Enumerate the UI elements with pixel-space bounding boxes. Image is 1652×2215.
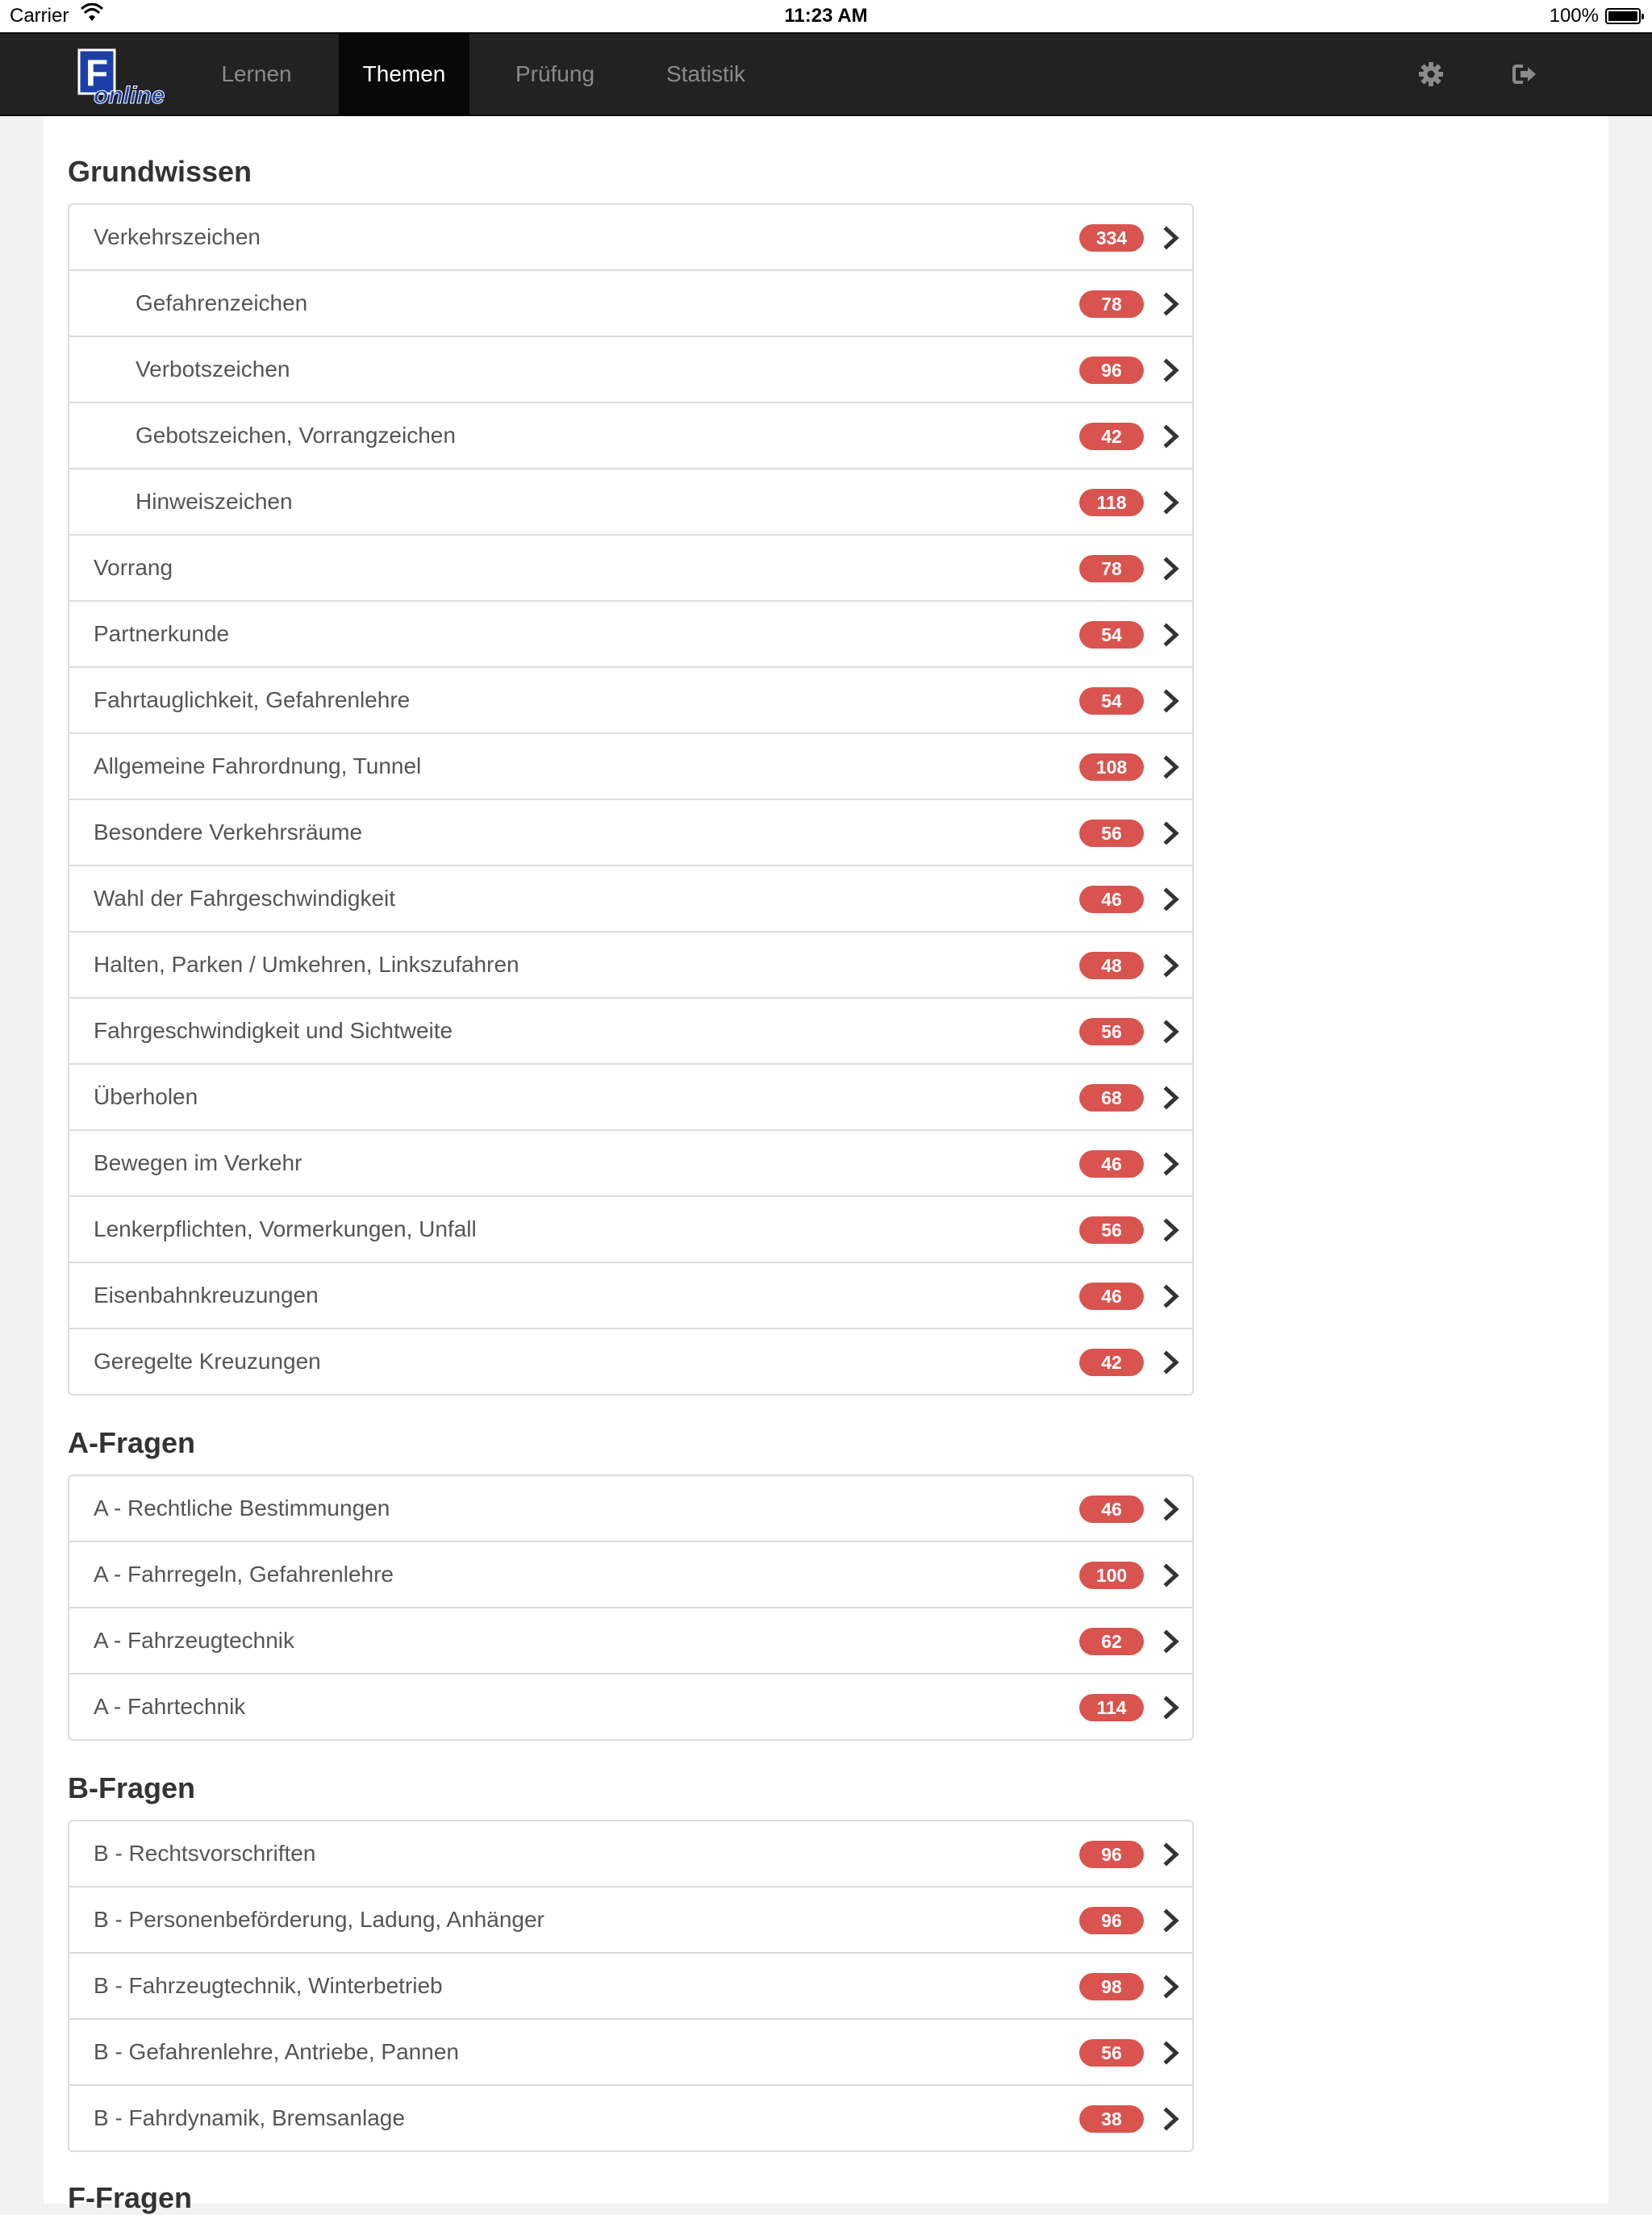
list-item[interactable] xyxy=(69,1675,1192,1739)
chevron-right-icon[interactable] xyxy=(1162,1152,1183,1176)
topic-list-a-fragen xyxy=(68,1475,1194,1741)
topic-label: Allgemeine Fahrordnung, Tunnel xyxy=(94,753,422,778)
status-time: 11:23 AM xyxy=(784,5,868,27)
list-item[interactable] xyxy=(69,469,1192,536)
question-count-badge: 108 xyxy=(1079,753,1144,781)
chevron-right-icon[interactable] xyxy=(1162,1696,1183,1720)
topic-label: B - Gefahrenlehre, Antriebe, Pannen xyxy=(94,2039,459,2064)
question-count-badge: 96 xyxy=(1079,1907,1144,1934)
list-item[interactable] xyxy=(69,1131,1192,1197)
question-count-badge: 46 xyxy=(1079,886,1144,913)
chevron-right-icon[interactable] xyxy=(1162,1086,1183,1110)
question-count-badge: 46 xyxy=(1079,1283,1144,1310)
list-item[interactable] xyxy=(69,1954,1192,2020)
chevron-right-icon[interactable] xyxy=(1162,2107,1183,2131)
chevron-right-icon[interactable] xyxy=(1162,1563,1183,1587)
chevron-right-icon[interactable] xyxy=(1162,2041,1183,2065)
svg-text:F: F xyxy=(86,52,109,94)
question-count-badge: 68 xyxy=(1079,1084,1144,1112)
section-title-a-fragen: A-Fragen xyxy=(68,1426,196,1459)
chevron-right-icon[interactable] xyxy=(1162,292,1183,316)
list-item[interactable] xyxy=(69,271,1192,337)
topic-label: A - Fahrzeugtechnik xyxy=(94,1628,295,1653)
list-item[interactable] xyxy=(69,866,1192,932)
topic-label: Wahl der Fahrgeschwindigkeit xyxy=(94,886,396,911)
chevron-right-icon[interactable] xyxy=(1162,358,1183,382)
topic-label: Bewegen im Verkehr xyxy=(94,1150,302,1175)
question-count-badge: 38 xyxy=(1079,2105,1144,2133)
list-item[interactable] xyxy=(69,1542,1192,1608)
topic-label: Vorrang xyxy=(94,555,173,580)
question-count-badge: 56 xyxy=(1079,1216,1144,1244)
tab-themen[interactable]: Themen xyxy=(339,34,469,115)
topic-label: Gebotszeichen, Vorrangzeichen xyxy=(136,423,456,448)
topic-label: Fahrgeschwindigkeit und Sichtweite xyxy=(94,1018,453,1043)
list-item[interactable] xyxy=(69,2086,1192,2150)
chevron-right-icon[interactable] xyxy=(1162,1842,1183,1867)
list-item[interactable] xyxy=(69,1888,1192,1954)
list-item[interactable] xyxy=(69,932,1192,999)
question-count-badge: 42 xyxy=(1079,1349,1144,1376)
topic-label: Verkehrszeichen xyxy=(94,224,261,249)
question-count-badge: 54 xyxy=(1079,687,1144,715)
topic-label: B - Fahrdynamik, Bremsanlage xyxy=(94,2105,405,2130)
chevron-right-icon[interactable] xyxy=(1162,821,1183,845)
list-item[interactable] xyxy=(69,1608,1192,1675)
section-title-grundwissen: Grundwissen xyxy=(68,155,252,188)
question-count-badge: 46 xyxy=(1079,1495,1144,1523)
topic-label: A - Rechtliche Bestimmungen xyxy=(94,1495,390,1520)
topic-label: Lenkerpflichten, Vormerkungen, Unfall xyxy=(94,1216,477,1241)
question-count-badge: 78 xyxy=(1079,290,1144,318)
battery-percent: 100% xyxy=(1549,5,1599,27)
topic-label: A - Fahrregeln, Gefahrenlehre xyxy=(94,1562,394,1587)
topic-label: Halten, Parken / Umkehren, Linkszufahren xyxy=(94,952,519,977)
topic-label: B - Rechtsvorschriften xyxy=(94,1841,316,1866)
topic-label: Verbotszeichen xyxy=(136,357,290,382)
tab-pruefung[interactable]: Prüfung xyxy=(515,61,595,86)
question-count-badge: 54 xyxy=(1079,621,1144,649)
logout-icon[interactable] xyxy=(1510,60,1539,89)
chevron-right-icon[interactable] xyxy=(1162,1497,1183,1521)
list-item[interactable] xyxy=(69,734,1192,800)
svg-text:online: online xyxy=(94,82,165,108)
app-logo[interactable] xyxy=(74,47,169,108)
tab-statistik[interactable]: Statistik xyxy=(665,61,746,86)
list-item[interactable] xyxy=(69,800,1192,866)
tab-lernen[interactable]: Lernen xyxy=(221,61,292,86)
carrier-label: Carrier xyxy=(10,5,69,27)
main-content xyxy=(44,116,1608,2214)
section-title-f-fragen: F-Fragen xyxy=(68,2181,193,2214)
battery-icon xyxy=(1605,8,1641,24)
list-item[interactable] xyxy=(69,403,1192,469)
chevron-right-icon[interactable] xyxy=(1162,490,1183,515)
list-item[interactable] xyxy=(69,668,1192,734)
list-item[interactable] xyxy=(69,337,1192,403)
question-count-badge: 114 xyxy=(1079,1694,1144,1721)
question-count-badge: 46 xyxy=(1079,1150,1144,1178)
question-count-badge: 100 xyxy=(1079,1562,1144,1589)
topic-list-b-fragen xyxy=(68,1820,1194,2152)
section-title-b-fragen: B-Fragen xyxy=(68,1771,196,1804)
question-count-badge: 42 xyxy=(1079,423,1144,450)
question-count-badge: 334 xyxy=(1079,224,1144,252)
topic-label: B - Personenbeförderung, Ladung, Anhänger xyxy=(94,1907,544,1932)
list-item[interactable] xyxy=(69,999,1192,1065)
list-item[interactable] xyxy=(69,1197,1192,1263)
chevron-right-icon[interactable] xyxy=(1162,1020,1183,1044)
list-item[interactable] xyxy=(69,536,1192,602)
question-count-badge: 56 xyxy=(1079,2039,1144,2067)
question-count-badge: 96 xyxy=(1079,1841,1144,1868)
topic-label: Hinweiszeichen xyxy=(136,489,293,514)
chevron-right-icon[interactable] xyxy=(1162,887,1183,911)
topic-label: Partnerkunde xyxy=(94,621,230,646)
list-item[interactable] xyxy=(69,1065,1192,1131)
chevron-right-icon[interactable] xyxy=(1162,1284,1183,1308)
topic-label: Eisenbahnkreuzungen xyxy=(94,1283,319,1308)
top-navbar xyxy=(0,32,1652,116)
question-count-badge: 48 xyxy=(1079,952,1144,979)
chevron-right-icon[interactable] xyxy=(1162,755,1183,779)
question-count-badge: 98 xyxy=(1079,1973,1144,2000)
chevron-right-icon[interactable] xyxy=(1162,424,1183,448)
chevron-right-icon[interactable] xyxy=(1162,623,1183,647)
question-count-badge: 62 xyxy=(1079,1628,1144,1655)
question-count-badge: 56 xyxy=(1079,820,1144,847)
chevron-right-icon[interactable] xyxy=(1162,557,1183,581)
list-item[interactable] xyxy=(69,1263,1192,1329)
topic-label: B - Fahrzeugtechnik, Winterbetrieb xyxy=(94,1973,443,1998)
question-count-badge: 78 xyxy=(1079,555,1144,582)
topic-list-grundwissen xyxy=(68,203,1194,1395)
status-bar xyxy=(0,0,1652,32)
chevron-right-icon[interactable] xyxy=(1162,1218,1183,1242)
topic-label: Überholen xyxy=(94,1084,198,1109)
question-count-badge: 56 xyxy=(1079,1018,1144,1045)
chevron-right-icon[interactable] xyxy=(1162,1629,1183,1654)
question-count-badge: 118 xyxy=(1079,489,1144,516)
list-item[interactable] xyxy=(69,1329,1192,1394)
list-item[interactable] xyxy=(69,602,1192,668)
list-item[interactable] xyxy=(69,1821,1192,1888)
gear-icon[interactable] xyxy=(1416,60,1446,89)
topic-label: Gefahrenzeichen xyxy=(136,290,308,315)
list-item[interactable] xyxy=(69,205,1192,271)
chevron-right-icon[interactable] xyxy=(1162,226,1183,250)
topic-label: A - Fahrtechnik xyxy=(94,1694,246,1719)
topic-label: Fahrtauglichkeit, Gefahrenlehre xyxy=(94,687,411,712)
list-item[interactable] xyxy=(69,2020,1192,2086)
chevron-right-icon[interactable] xyxy=(1162,953,1183,978)
question-count-badge: 96 xyxy=(1079,357,1144,384)
chevron-right-icon[interactable] xyxy=(1162,1350,1183,1374)
chevron-right-icon[interactable] xyxy=(1162,1908,1183,1933)
list-item[interactable] xyxy=(69,1476,1192,1542)
topic-label: Besondere Verkehrsräume xyxy=(94,820,363,845)
topic-label: Geregelte Kreuzungen xyxy=(94,1349,321,1374)
chevron-right-icon[interactable] xyxy=(1162,689,1183,713)
chevron-right-icon[interactable] xyxy=(1162,1975,1183,1999)
